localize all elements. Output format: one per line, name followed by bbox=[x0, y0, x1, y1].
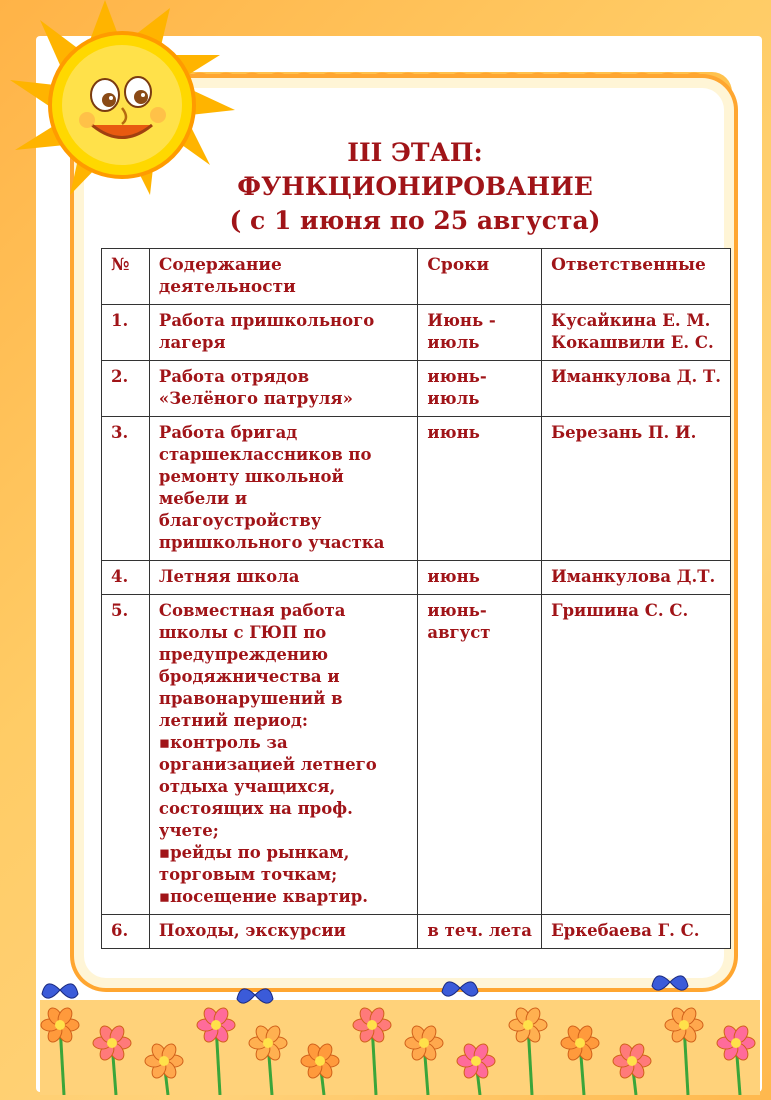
flower-center bbox=[159, 1056, 169, 1066]
responsible-name: Кусайкина Е. М. bbox=[551, 311, 711, 330]
flower-center bbox=[55, 1020, 65, 1030]
flower-center bbox=[731, 1038, 741, 1048]
activity-bullet-text: рейды по рынкам, торговым точкам; bbox=[158, 843, 350, 884]
row-activity bbox=[149, 915, 418, 949]
row-activity bbox=[149, 361, 418, 417]
row-activity bbox=[149, 417, 418, 561]
title-line-3: ( с 1 июня по 25 августа) bbox=[229, 206, 601, 235]
table-row bbox=[102, 915, 731, 949]
page-title bbox=[190, 136, 640, 238]
row-num: 5. bbox=[102, 595, 150, 915]
activity-bullet bbox=[159, 886, 409, 908]
activity-text: Походы, экскурсии bbox=[158, 921, 346, 940]
activity-text: Летняя школа bbox=[158, 567, 300, 586]
table-row bbox=[102, 361, 731, 417]
flower-center bbox=[367, 1020, 377, 1030]
activity-text: Совместная работа школы с ГЮП по предупреждению бродяжничества и правонарушений в летний период: bbox=[158, 601, 346, 730]
flower-center bbox=[263, 1038, 273, 1048]
responsible-name: Березань П. И. bbox=[551, 423, 697, 442]
responsible-name: Иманкулова Д.Т. bbox=[551, 567, 716, 586]
row-num: 3. bbox=[102, 417, 150, 561]
header-time: Сроки bbox=[418, 249, 542, 305]
activity-text: Работа отрядов «Зелёного патруля» bbox=[158, 367, 353, 408]
responsible-name: Гришина С. С. bbox=[551, 601, 689, 620]
row-num: 4. bbox=[102, 561, 150, 595]
row-time: июнь bbox=[418, 417, 542, 561]
activity-table bbox=[101, 248, 731, 949]
butterfly-icon bbox=[652, 976, 688, 990]
activity-bullet bbox=[159, 732, 409, 842]
header-responsible: Ответственные bbox=[542, 249, 731, 305]
header-activity: Содержание деятельности bbox=[149, 249, 418, 305]
title-line-2: ФУНКЦИОНИРОВАНИЕ bbox=[237, 172, 593, 201]
row-responsible bbox=[542, 305, 731, 361]
row-activity bbox=[149, 595, 418, 915]
activity-text: Работа бригад старшеклассников по ремонту школьной мебели и благоустройству пришкольного участка bbox=[158, 423, 385, 552]
table-row bbox=[102, 417, 731, 561]
flower-center bbox=[627, 1056, 637, 1066]
responsible-name: Еркебаева Г. С. bbox=[551, 921, 700, 940]
row-time: июнь-август bbox=[418, 595, 542, 915]
flower-center bbox=[211, 1020, 221, 1030]
row-num: 1. bbox=[102, 305, 150, 361]
row-responsible bbox=[542, 561, 731, 595]
responsible-name: Кокашвили Е. С. bbox=[551, 333, 714, 352]
table-row bbox=[102, 561, 731, 595]
row-responsible bbox=[542, 361, 731, 417]
row-responsible bbox=[542, 915, 731, 949]
butterfly-icon bbox=[442, 982, 478, 996]
header-num: № bbox=[102, 249, 150, 305]
row-num: 6. bbox=[102, 915, 150, 949]
activity-text: Работа пришкольного лагеря bbox=[158, 311, 375, 352]
table-header-row bbox=[102, 249, 731, 305]
row-time: в теч. лета bbox=[418, 915, 542, 949]
row-time: июнь-июль bbox=[418, 361, 542, 417]
row-responsible bbox=[542, 417, 731, 561]
flower-center bbox=[419, 1038, 429, 1048]
flower-center bbox=[523, 1020, 533, 1030]
table-row bbox=[102, 595, 731, 915]
flowers-decoration bbox=[40, 970, 760, 1095]
activity-bullet-text: посещение квартир. bbox=[170, 887, 368, 906]
flower-center bbox=[679, 1020, 689, 1030]
flower-center bbox=[471, 1056, 481, 1066]
responsible-name: Иманкулова Д. Т. bbox=[551, 367, 721, 386]
row-responsible bbox=[542, 595, 731, 915]
table-row bbox=[102, 305, 731, 361]
activity-bullet bbox=[159, 842, 409, 886]
row-time: июнь bbox=[418, 561, 542, 595]
flower-center bbox=[575, 1038, 585, 1048]
flower-center bbox=[107, 1038, 117, 1048]
row-activity bbox=[149, 305, 418, 361]
row-time: Июнь - июль bbox=[418, 305, 542, 361]
activity-bullet-text: контроль за организацией летнего отдыха учащихся, состоящих на проф. учете; bbox=[158, 733, 377, 840]
row-activity bbox=[149, 561, 418, 595]
row-num: 2. bbox=[102, 361, 150, 417]
flower-center bbox=[315, 1056, 325, 1066]
butterfly-icon bbox=[42, 984, 78, 998]
title-line-1: III ЭТАП: bbox=[347, 138, 483, 167]
